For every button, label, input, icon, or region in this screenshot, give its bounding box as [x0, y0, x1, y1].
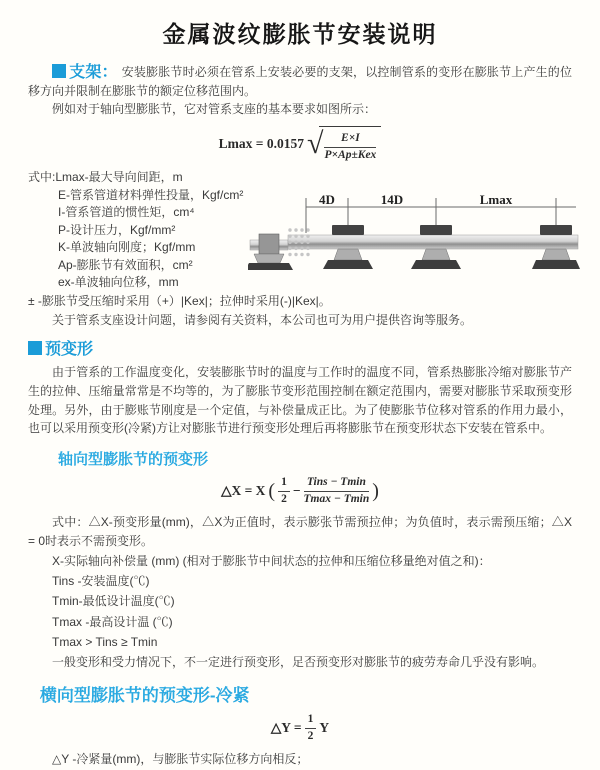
support-intro-text: 安装膨胀节时必须在管系上安装必要的支架，以控制管系的变形在膨胀节上产生的位移方向并限制在膨胀节的额定位移范围内。 — [28, 65, 572, 98]
formula-numerator: E×I — [324, 132, 376, 148]
axial-formula-explanation: 式中：△X-预变形量(mm)，△X为正值时，表示膨张节需预拉伸；为负值时，表示需预压缩；△X = 0时表示不需预变形。 — [28, 515, 572, 548]
half-denominator: 2 — [281, 492, 287, 505]
blue-square-bullet-icon — [52, 64, 66, 78]
support-closing-note: 关于管系支座设计问题，请参阅有关资料，本公司也可为用户提供咨询等服务。 — [52, 313, 473, 328]
parameter-line: Tins -安装温度(℃) — [52, 573, 150, 588]
guide-spacing-formula — [28, 126, 572, 163]
section-support-heading: 支架： — [69, 64, 118, 81]
transverse-predeform-formula — [28, 713, 572, 744]
definition-line: K-单波轴向刚度；Kgf/mm — [58, 240, 196, 255]
axial-subsection-heading: 轴向型膨胀节的预变形 — [58, 450, 209, 468]
half-numerator: 1 — [305, 713, 317, 729]
definition-line: ex-单波轴向位移，mm — [58, 275, 179, 290]
dimension-label-14d: 14D — [380, 193, 404, 208]
parameter-line: X-实际轴向补偿量 (mm) (相对于膨胀节中间状态的拉伸和压缩位移量绝对值之和)： — [52, 553, 491, 568]
formula-prefix: Lmax = 0.0157 — [218, 136, 304, 152]
half-numerator: 1 — [278, 476, 290, 492]
definitions-and-diagram — [28, 169, 572, 292]
blue-square-bullet-icon — [28, 341, 42, 355]
axial-parameter-lines — [28, 551, 572, 673]
anchor-support — [248, 234, 293, 270]
transverse-note: △Y -冷紧量(mm)，与膨胀节实际位移方向相反； — [52, 752, 309, 767]
dimension-label-4d: 4D — [319, 193, 335, 208]
page-title: 金属波纹膨胀节安装说明 — [162, 21, 438, 47]
open-paren: ( — [268, 480, 276, 503]
definition-line: P-设计压力，Kgf/mm² — [58, 222, 176, 237]
transverse-subsection-heading: 横向型膨胀节的预变形-冷紧 — [39, 685, 250, 705]
close-paren: ) — [372, 480, 379, 503]
formula-denominator: P×Ap±Kex — [324, 148, 377, 161]
sqrt-sign: √ — [307, 127, 324, 161]
ratio-denominator: Tmax − Tmin — [303, 492, 370, 505]
support-example-line: 例如对于轴向型膨胀节，它对管系支座的基本要求如图所示： — [52, 102, 377, 117]
plus-minus-note: ± -膨胀节受压缩时采用（+）|Kex|；拉伸时采用(-)|Kex|。 — [28, 293, 331, 308]
parameter-line: Tmax -最高设计温 (℃) — [52, 614, 173, 629]
parameter-line: Tmin-最低设计温度(℃) — [52, 594, 175, 609]
formula-lhs: △Y = — [270, 720, 302, 736]
definition-line: 式中:Lmax-最大导向间距，m — [28, 170, 183, 185]
formula-rhs: Y — [319, 720, 330, 736]
parameter-line: Tmax > Tins ≥ Tmin — [52, 635, 158, 650]
section-predeform-heading: 预变形 — [45, 341, 94, 359]
definition-line: I-管系管道的惯性矩，cm⁴ — [58, 205, 195, 220]
predeform-paragraph: 由于管系的工作温度变化，安装膨胀节时的温度与工作时的温度不同，管系热膨胀冷缩对膨胀节产生的拉伸、压缩量常常是不均等的，为了膨胀节变形范围控制在额定范围内，需要对膨胀节采取预变形处理。另外，由于膨账节刚度是一个定值，与补偿量成正比。为了使膨胀节位移对管系的作用力最小，也可以采用预变形(冷紧)方让对膨胀节进行预变形处理后再将膨胀节在预变形状态下安装在管系中。 — [28, 365, 572, 436]
support-intro-paragraph — [28, 63, 572, 100]
definition-line: E-管系管道材料弹性投量，Kgf/cm² — [58, 187, 244, 202]
ratio-numerator: Tins − Tmin — [304, 476, 370, 492]
dimension-label-lmax: Lmax — [479, 193, 513, 208]
pipe-support-diagram — [248, 193, 580, 291]
parameter-line: 一般变形和受力情况下，不一定进行预变形，足否预变形对膨胀节的疲劳寿命几乎没有影响。 — [52, 655, 545, 670]
minus-sign: − — [292, 483, 301, 499]
half-denominator: 2 — [307, 729, 314, 742]
definition-line: Ap-膨胀节有效面积，cm² — [58, 257, 193, 272]
sqrt-expression — [307, 126, 381, 163]
main-pipe — [288, 235, 578, 249]
formula-lhs: △X = X — [221, 483, 266, 499]
axial-predeform-formula — [28, 476, 572, 507]
section-predeform-heading-row — [28, 340, 572, 358]
